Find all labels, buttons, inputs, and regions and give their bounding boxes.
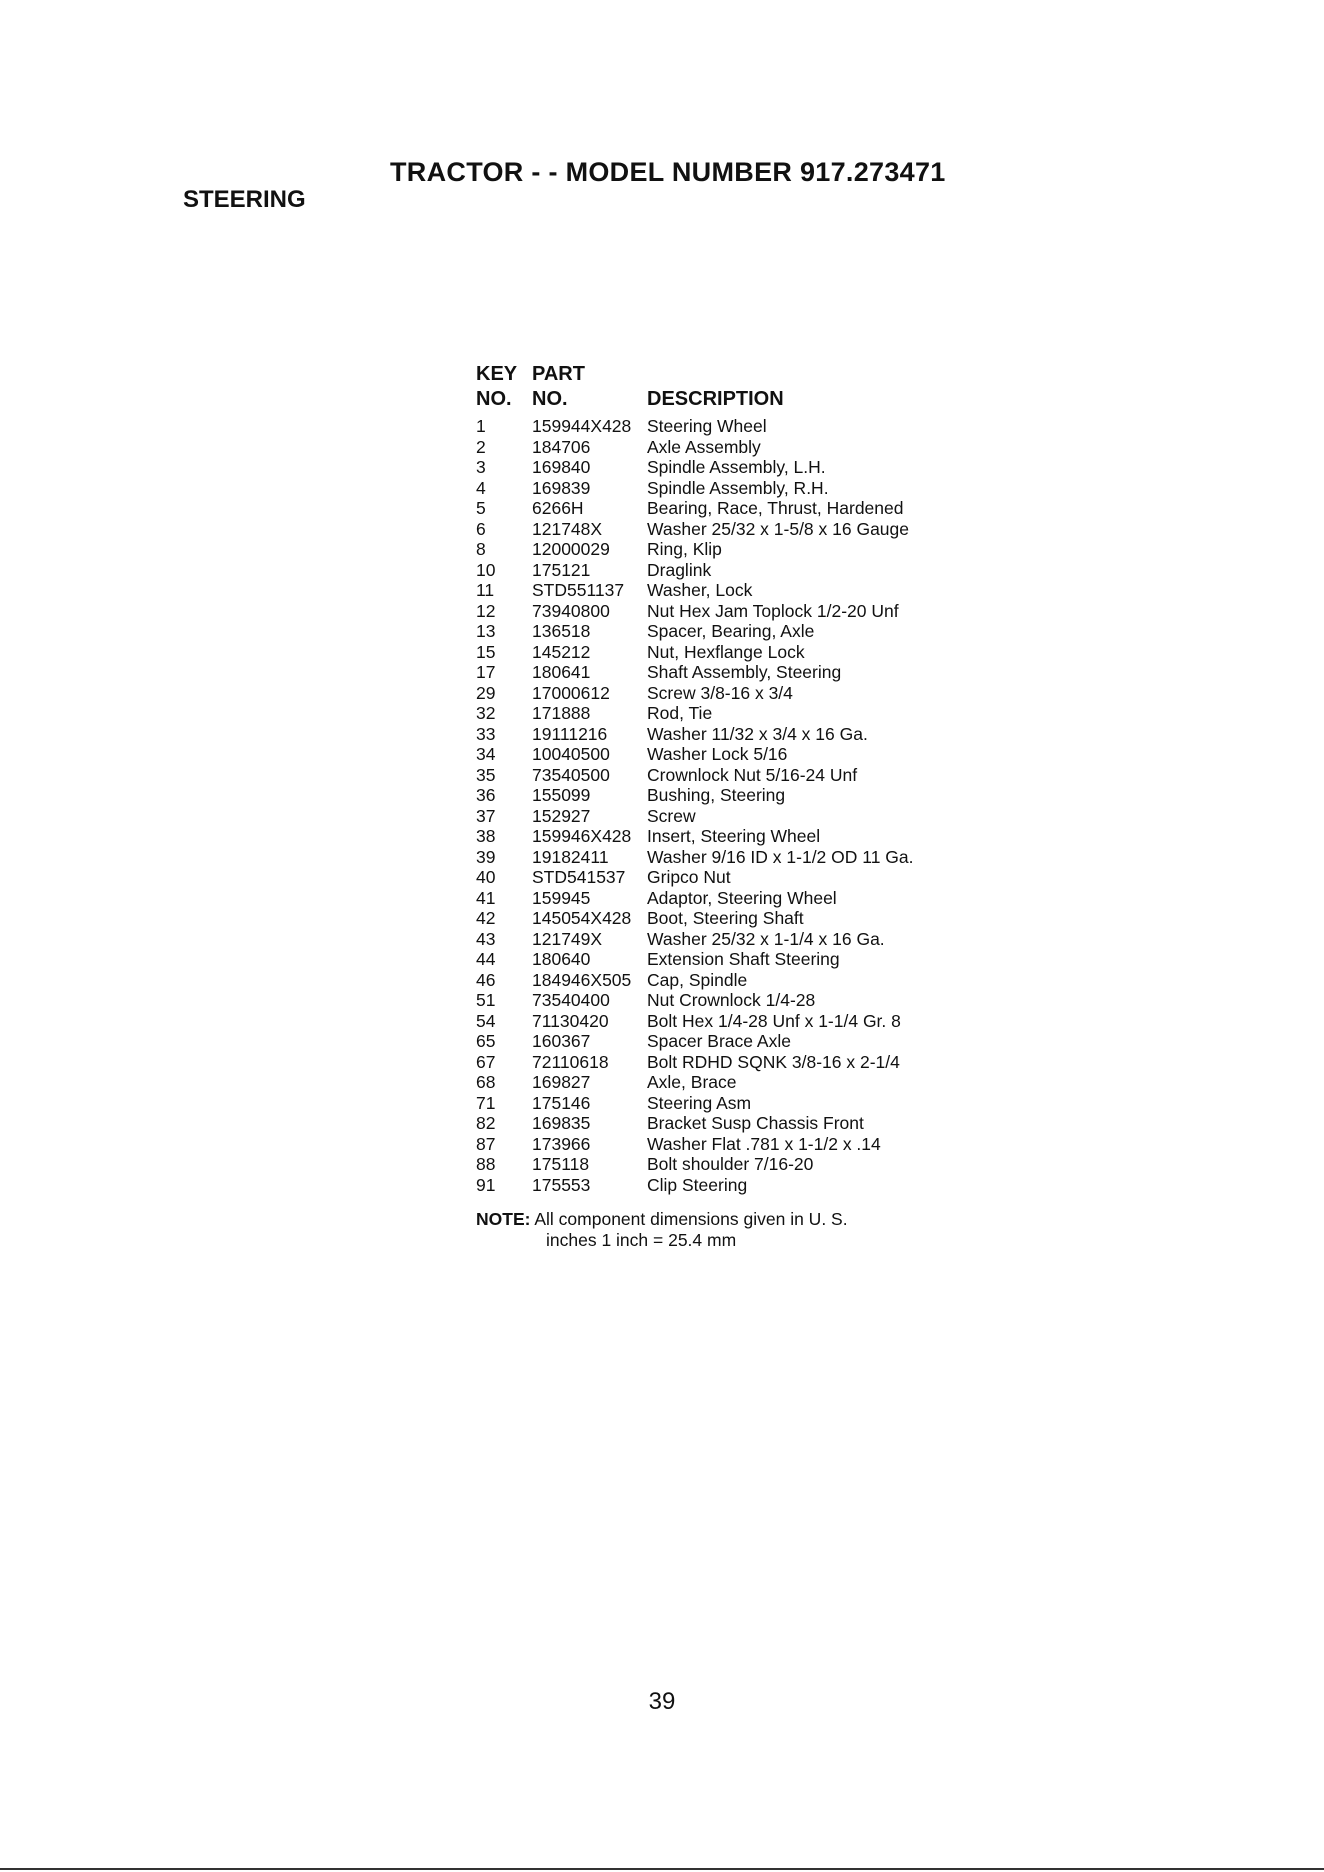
table-row bbox=[476, 765, 996, 786]
key-no-cell: 4 bbox=[476, 477, 486, 498]
part-no-cell: 180640 bbox=[532, 949, 591, 969]
description-cell: Steering Asm bbox=[647, 1092, 752, 1113]
part-no-cell: 6266H bbox=[532, 498, 584, 518]
key-no-cell: 17 bbox=[476, 662, 496, 682]
part-no-cell: 19182411 bbox=[532, 846, 609, 867]
description-cell: Extension Shaft Steering bbox=[647, 949, 840, 969]
table-row bbox=[476, 478, 996, 499]
description-cell: Nut Hex Jam Toplock 1/2-20 Unf bbox=[647, 600, 899, 621]
table-row bbox=[476, 744, 996, 765]
note-text-line2: inches 1 inch = 25.4 mm bbox=[546, 1229, 737, 1250]
key-no-cell: 41 bbox=[476, 887, 496, 908]
table-row bbox=[476, 498, 996, 519]
description-cell: Nut Crownlock 1/4-28 bbox=[647, 990, 816, 1010]
part-no-cell: 184946X505 bbox=[532, 969, 632, 990]
key-no-cell: 91 bbox=[476, 1174, 496, 1195]
table-row bbox=[476, 785, 996, 806]
part-no-cell: 10040500 bbox=[532, 744, 610, 764]
key-no-cell: 6 bbox=[476, 518, 486, 539]
table-row bbox=[476, 519, 996, 540]
description-cell: Steering Wheel bbox=[647, 416, 767, 436]
part-no-cell: 71130420 bbox=[532, 1010, 609, 1031]
note-text-line1: All component dimensions given in U. S. bbox=[534, 1209, 848, 1229]
description-cell: Nut, Hexflange Lock bbox=[647, 641, 805, 662]
description-cell: Washer Flat .781 x 1-1/2 x .14 bbox=[647, 1133, 881, 1154]
key-no-cell: 67 bbox=[476, 1051, 496, 1072]
table-row bbox=[476, 416, 996, 437]
key-no-cell: 87 bbox=[476, 1133, 496, 1154]
table-row bbox=[476, 847, 996, 868]
key-no-cell: 8 bbox=[476, 539, 486, 559]
table-row bbox=[476, 1011, 996, 1032]
table-row bbox=[476, 1072, 996, 1093]
part-no-cell: 73540400 bbox=[532, 990, 610, 1010]
description-cell: Bearing, Race, Thrust, Hardened bbox=[647, 498, 904, 518]
table-row bbox=[476, 929, 996, 950]
table-row bbox=[476, 970, 996, 991]
page-number: 39 bbox=[648, 1688, 676, 1715]
table-row bbox=[476, 539, 996, 560]
description-cell: Screw bbox=[647, 805, 696, 826]
description-cell: Washer 11/32 x 3/4 x 16 Ga. bbox=[647, 723, 868, 744]
part-no-cell: 175121 bbox=[532, 559, 591, 580]
table-row bbox=[476, 457, 996, 478]
table-row bbox=[476, 642, 996, 663]
key-no-cell: 29 bbox=[476, 682, 496, 703]
part-no-cell: 136518 bbox=[532, 621, 591, 641]
description-cell: Gripco Nut bbox=[647, 867, 731, 887]
table-row bbox=[476, 949, 996, 970]
part-no-cell: 155099 bbox=[532, 785, 591, 805]
key-no-cell: 34 bbox=[476, 744, 496, 764]
key-no-cell: 36 bbox=[476, 785, 496, 805]
description-cell: Spindle Assembly, L.H. bbox=[647, 457, 826, 477]
table-row bbox=[476, 580, 996, 601]
description-cell: Axle Assembly bbox=[647, 436, 761, 457]
description-cell: Spacer, Bearing, Axle bbox=[647, 621, 815, 641]
description-cell: Washer, Lock bbox=[647, 580, 753, 600]
part-no-cell: 72110618 bbox=[532, 1051, 609, 1072]
table-row bbox=[476, 1134, 996, 1155]
table-row bbox=[476, 601, 996, 622]
parts-table-body bbox=[476, 416, 996, 1195]
key-no-cell: 12 bbox=[476, 600, 496, 621]
table-row bbox=[476, 1154, 996, 1175]
description-cell: Washer 9/16 ID x 1-1/2 OD 11 Ga. bbox=[647, 846, 914, 867]
description-cell: Washer Lock 5/16 bbox=[647, 744, 788, 764]
table-row bbox=[476, 1113, 996, 1134]
description-cell: Axle, Brace bbox=[647, 1072, 737, 1092]
part-no-cell: 169840 bbox=[532, 457, 591, 477]
description-cell: Crownlock Nut 5/16-24 Unf bbox=[647, 764, 858, 785]
part-no-cell: 145054X428 bbox=[532, 908, 632, 928]
description-cell: Clip Steering bbox=[647, 1174, 748, 1195]
key-no-cell: 40 bbox=[476, 867, 496, 887]
part-no-cell: 175146 bbox=[532, 1092, 591, 1113]
key-no-cell: 42 bbox=[476, 908, 496, 928]
part-no-cell: 73940800 bbox=[532, 600, 610, 621]
part-no-cell: 175118 bbox=[532, 1154, 590, 1174]
description-cell: Screw 3/8-16 x 3/4 bbox=[647, 682, 793, 703]
table-row bbox=[476, 703, 996, 724]
part-no-cell: 175553 bbox=[532, 1174, 591, 1195]
description-cell: Ring, Klip bbox=[647, 539, 722, 559]
part-no-cell: 184706 bbox=[532, 436, 591, 457]
key-no-cell: 32 bbox=[476, 703, 496, 723]
description-cell: Insert, Steering Wheel bbox=[647, 826, 821, 846]
description-cell: Bolt RDHD SQNK 3/8-16 x 2-1/4 bbox=[647, 1051, 900, 1072]
part-no-cell: 12000029 bbox=[532, 539, 610, 559]
part-no-cell: 145212 bbox=[532, 641, 591, 662]
part-no-cell: STD551137 bbox=[532, 580, 625, 600]
key-no-cell: 68 bbox=[476, 1072, 496, 1092]
key-no-cell: 71 bbox=[476, 1092, 496, 1113]
key-no-cell: 51 bbox=[476, 990, 496, 1010]
table-row bbox=[476, 683, 996, 704]
table-row bbox=[476, 888, 996, 909]
part-no-cell: 121748X bbox=[532, 518, 603, 539]
key-no-cell: 38 bbox=[476, 826, 496, 846]
description-cell: Cap, Spindle bbox=[647, 969, 748, 990]
table-row bbox=[476, 826, 996, 847]
description-cell: Spindle Assembly, R.H. bbox=[647, 477, 829, 498]
key-no-cell: 13 bbox=[476, 621, 496, 641]
description-cell: Bracket Susp Chassis Front bbox=[647, 1113, 864, 1133]
table-row bbox=[476, 1052, 996, 1073]
key-no-cell: 46 bbox=[476, 969, 496, 990]
bottom-rule bbox=[0, 1868, 1324, 1870]
part-no-cell: 169827 bbox=[532, 1072, 591, 1092]
description-cell: Washer 25/32 x 1-1/4 x 16 Ga. bbox=[647, 928, 885, 949]
part-no-cell: 73540500 bbox=[532, 764, 610, 785]
part-no-cell: 173966 bbox=[532, 1133, 591, 1154]
part-no-cell: 159944X428 bbox=[532, 416, 632, 436]
part-no-cell: 152927 bbox=[532, 805, 591, 826]
key-no-cell: 37 bbox=[476, 805, 496, 826]
description-cell: Adaptor, Steering Wheel bbox=[647, 887, 837, 908]
description-cell: Shaft Assembly, Steering bbox=[647, 662, 842, 682]
description-cell: Bushing, Steering bbox=[647, 785, 786, 805]
key-no-cell: 54 bbox=[476, 1010, 496, 1031]
key-no-cell: 11 bbox=[476, 580, 495, 600]
part-no-cell: 171888 bbox=[532, 703, 591, 723]
description-cell: Bolt shoulder 7/16-20 bbox=[647, 1154, 814, 1174]
table-row bbox=[476, 867, 996, 888]
key-no-cell: 82 bbox=[476, 1113, 496, 1133]
description-cell: Rod, Tie bbox=[647, 703, 713, 723]
note-label: NOTE: bbox=[476, 1209, 531, 1229]
key-no-cell: 43 bbox=[476, 928, 496, 949]
part-no-cell: 19111216 bbox=[532, 723, 608, 744]
key-no-cell: 3 bbox=[476, 457, 486, 477]
key-no-cell: 39 bbox=[476, 846, 496, 867]
description-cell: Boot, Steering Shaft bbox=[647, 908, 804, 928]
table-row bbox=[476, 662, 996, 683]
table-row bbox=[476, 806, 996, 827]
table-row bbox=[476, 1031, 996, 1052]
table-row bbox=[476, 1093, 996, 1114]
table-row bbox=[476, 621, 996, 642]
key-no-cell: 33 bbox=[476, 723, 496, 744]
table-row bbox=[476, 990, 996, 1011]
description-cell: Spacer Brace Axle bbox=[647, 1031, 791, 1051]
section-heading: STEERING bbox=[183, 186, 306, 213]
key-no-cell: 44 bbox=[476, 949, 496, 969]
key-no-cell: 2 bbox=[476, 436, 486, 457]
part-no-cell: 160367 bbox=[532, 1031, 591, 1051]
part-no-cell: STD541537 bbox=[532, 867, 626, 887]
table-row bbox=[476, 560, 996, 581]
description-cell: Draglink bbox=[647, 559, 712, 580]
part-no-cell: 159945 bbox=[532, 887, 591, 908]
page-title: TRACTOR - - MODEL NUMBER 917.273471 bbox=[390, 157, 946, 187]
description-cell: Bolt Hex 1/4-28 Unf x 1-1/4 Gr. 8 bbox=[647, 1010, 901, 1031]
key-no-header-line2: NO. bbox=[476, 388, 512, 410]
part-no-header-line2: NO. bbox=[532, 388, 568, 410]
parts-list bbox=[476, 362, 996, 1195]
key-no-cell: 15 bbox=[476, 641, 496, 662]
part-no-cell: 159946X428 bbox=[532, 826, 632, 846]
table-row bbox=[476, 1175, 996, 1196]
part-no-cell: 169839 bbox=[532, 477, 591, 498]
key-no-cell: 1 bbox=[476, 416, 486, 436]
key-no-header-line1: KEY bbox=[476, 363, 518, 385]
key-no-cell: 88 bbox=[476, 1154, 496, 1174]
key-no-cell: 35 bbox=[476, 764, 496, 785]
part-no-cell: 169835 bbox=[532, 1113, 591, 1133]
table-row bbox=[476, 908, 996, 929]
key-no-cell: 5 bbox=[476, 498, 486, 518]
parts-table-header bbox=[476, 362, 996, 412]
table-row bbox=[476, 724, 996, 745]
key-no-cell: 65 bbox=[476, 1031, 496, 1051]
part-no-header-line1: PART bbox=[532, 363, 585, 385]
key-no-cell: 10 bbox=[476, 559, 496, 580]
table-row bbox=[476, 437, 996, 458]
note bbox=[476, 1209, 996, 1250]
part-no-cell: 180641 bbox=[532, 662, 591, 682]
part-no-cell: 121749X bbox=[532, 928, 603, 949]
description-cell: Washer 25/32 x 1-5/8 x 16 Gauge bbox=[647, 518, 910, 539]
part-no-cell: 17000612 bbox=[532, 682, 610, 703]
description-header: DESCRIPTION bbox=[647, 388, 784, 410]
